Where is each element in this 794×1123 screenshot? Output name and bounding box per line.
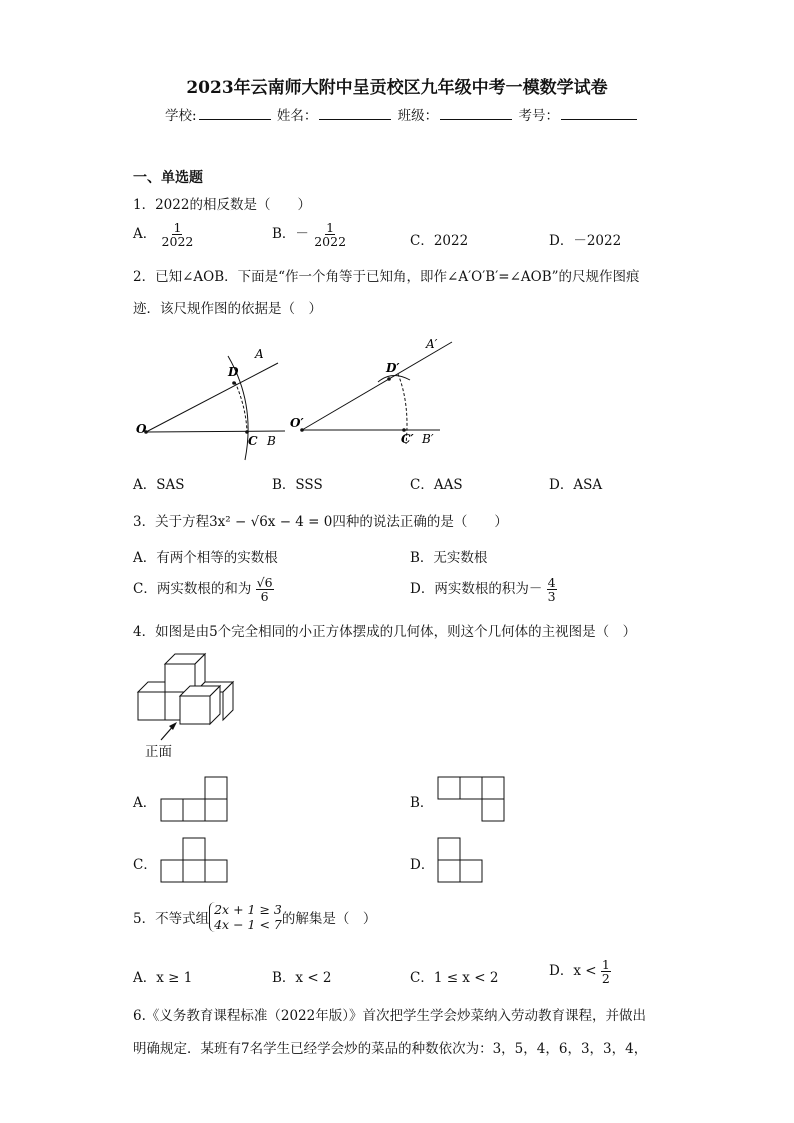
q4-front-label: 正面 [145,744,172,760]
point-d [232,381,236,385]
label-b2: B′ [422,432,434,446]
q3-option-d [410,576,557,603]
point-d2 [387,377,391,381]
q4-option-a-label: A． [133,795,157,811]
label-b: B [267,434,276,448]
q2-stem-line1: 2．已知∠AOB．下面是“作一个角等于已知角，即作∠A′O′B′=∠AOB”的尺规作图痕 [133,269,640,285]
q3-option-c [133,576,274,603]
q5-option-d [549,958,611,985]
q1-a-fraction [161,221,195,248]
c-square-3 [205,860,227,882]
a-square-3 [205,799,227,821]
ray-oa [146,363,278,432]
q6-line1: 6.《义务教育课程标准（2022年版）》首次把学生学会炒菜纳入劳动教育课程，并做出 [133,1008,646,1024]
exam-no-blank [561,107,637,120]
q5-option-a: A．x ≥ 1 [133,970,193,986]
q1-a-label: A． [133,226,157,243]
q4-option-d-label: D． [410,857,435,873]
figure-angle-a2o2b2 [290,337,452,446]
q3-c-text: C．两实数根的和为 [133,581,252,598]
q5-d-text: D．x < [549,963,597,980]
q4-option-b-label: B． [410,795,434,811]
q2-stem-line2: 迹．该尺规作图的依据是（ ） [133,301,322,317]
cube-left-front-face [138,692,168,720]
label-a: A [255,347,264,361]
q5-d-den: 2 [601,971,610,987]
d-square-3 [438,838,460,860]
q5-stem [133,902,376,932]
student-info-line [165,104,639,124]
q1-b-num: 1 [326,220,335,235]
label-o: O [136,422,147,436]
b-square-2 [460,777,482,799]
ray-ob [146,431,285,432]
label-d2: D′ [386,361,400,375]
q4-stem: 4．如图是由5个完全相同的小正方体摆成的几何体，则这个几何体的主视图是（ ） [133,624,637,640]
exam-title: 2023年云南师大附中呈贡校区九年级中考一模数学试卷 [186,78,608,98]
label-d: D [228,365,239,379]
q3-c-num: √6 [256,575,273,590]
q2-option-b: B．SSS [272,477,323,493]
q5-post: 的解集是（ ） [281,911,377,927]
q1-a-num: 1 [173,220,182,235]
cube-rightfront-front-face [180,696,210,724]
q1-b-den: 2022 [314,234,347,250]
q5-pre: 5．不等式组 [133,911,210,927]
a-square-4 [205,777,227,799]
q2-option-c: C．AAS [410,477,463,493]
section-heading: 一、单选题 [133,170,203,186]
q4-option-c-figure [159,836,231,884]
q3-option-a: A．有两个相等的实数根 [133,550,278,566]
q5-inequality-system [209,902,282,932]
q4-option-c-label: C． [133,857,157,873]
b-square-3 [482,777,504,799]
q5-d-fraction [601,958,611,985]
label-a2: A′ [426,337,438,351]
name-label: 姓名： [276,108,318,124]
q3-d-num: 4 [547,575,556,590]
q1-option-a [133,221,194,248]
cube-left-upper-face [138,682,165,692]
q5-option-b: B．x < 2 [272,970,332,986]
a-square-1 [161,799,183,821]
q2-construction-figure [130,332,470,464]
q5-d-num: 1 [601,957,610,972]
b-square-4 [482,799,504,821]
q1-option-c: C．2022 [410,233,469,249]
label-o2: O′ [290,416,304,430]
q2-option-d: D．ASA [549,477,603,493]
q3-c-fraction [256,576,274,603]
q1-b-fraction [313,221,347,248]
q1-option-d: D．－2022 [549,233,622,249]
q4-option-b-figure [436,775,508,823]
q1-option-b [272,221,347,248]
figure-angle-aob [136,347,285,460]
q3-option-b: B．无实数根 [410,550,488,566]
a-square-2 [183,799,205,821]
class-label: 班级： [397,108,439,124]
q3-stem: 3．关于方程3x² − √6x − 4 = 0四种的说法正确的是（ ） [133,514,508,530]
label-c: C [248,434,258,448]
arc-dashed [235,382,247,432]
class-blank [440,107,512,120]
d-square-1 [438,860,460,882]
q5-option-c: C．1 ≤ x < 2 [410,970,499,986]
q3-c-den: 6 [260,589,269,605]
school-label: 学校: [165,108,197,124]
ray-o2a2 [302,342,452,430]
q1-stem: 1．2022的相反数是（ ） [133,197,311,213]
q1-a-den: 2022 [161,234,194,250]
q2-option-a: A．SAS [133,477,185,493]
c-square-4 [183,838,205,860]
q3-d-den: 3 [547,589,556,605]
q5-ineq-1: 2x + 1 ≥ 3 [214,902,282,917]
label-c2: C′ [401,432,414,446]
q4-option-d-figure [436,836,488,884]
q3-d-text: D．两实数根的积为－ [410,581,543,598]
q5-ineq-2: 4x − 1 < 7 [214,917,282,932]
q4-option-a-figure [159,775,231,823]
exam-no-label: 考号： [518,108,559,124]
q4-cubes-figure [135,652,239,748]
c-square-1 [161,860,183,882]
d-square-2 [460,860,482,882]
q1-b-label: B．－ [272,226,309,243]
c-square-2 [183,860,205,882]
q6-line2: 明确规定．某班有7名学生已经学会炒的菜品的种数依次为：3，5，4，6，3，3，4， [133,1041,648,1057]
name-blank [319,107,391,120]
q3-d-fraction [547,576,557,603]
school-blank [199,107,271,120]
b-square-1 [438,777,460,799]
